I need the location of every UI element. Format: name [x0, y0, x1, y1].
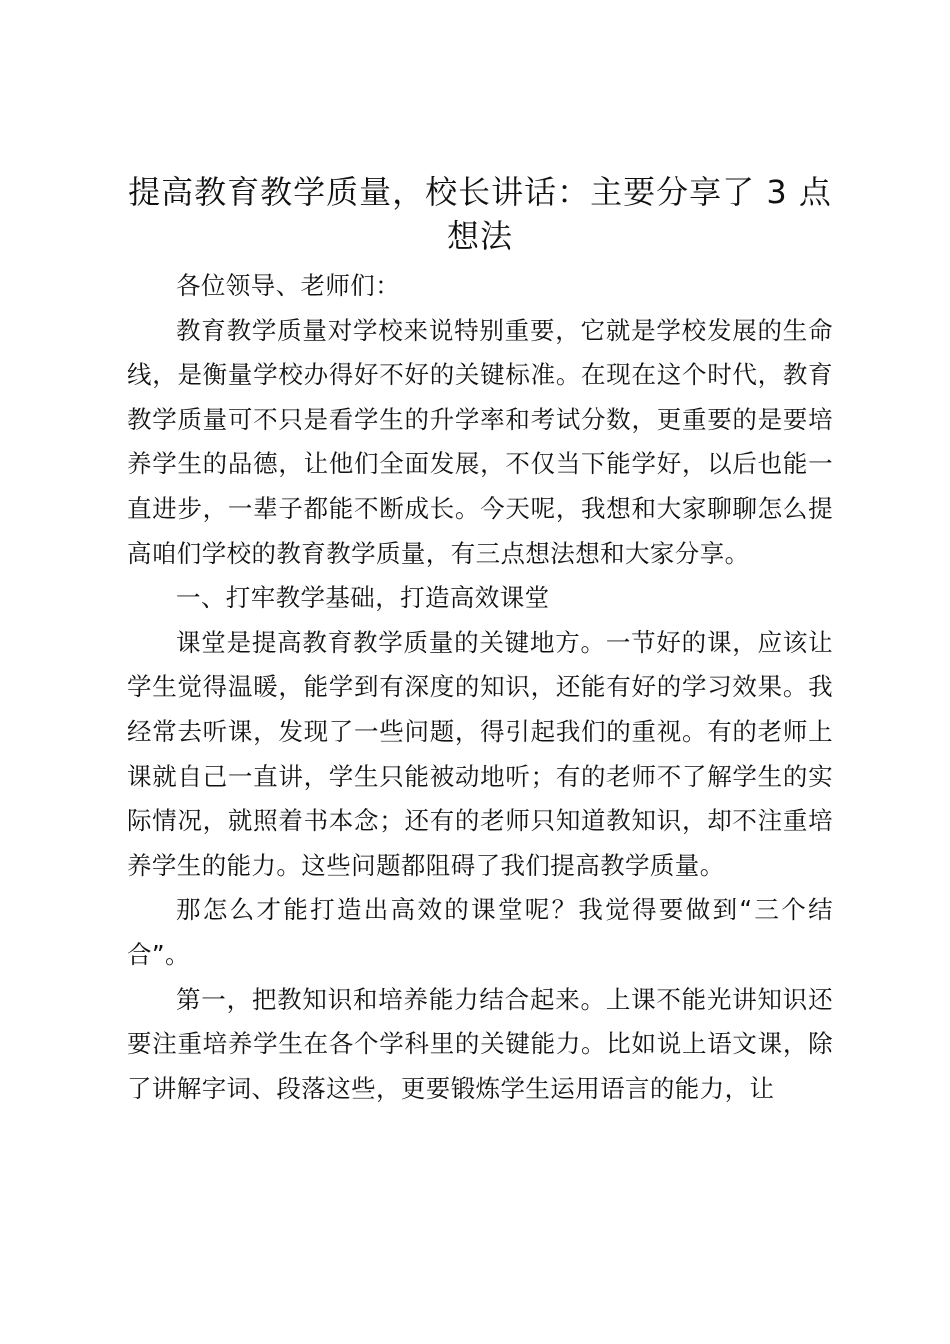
section1-paragraph-3: 第一，把教知识和培养能力结合起来。上课不能光讲知识还要注重培养学生在各个学科里的关键能力。比如说上语文课，除了讲解字词、段落这些，更要锻炼学生运用语言的能力，让	[127, 984, 833, 1103]
salutation: 各位领导、老师们：	[176, 271, 401, 300]
section1-paragraph-1: 课堂是提高教育教学质量的关键地方。一节好的课，应该让学生觉得温暖，能学到有深度的知识，还能有好的学习效果。我经常去听课，发现了一些问题，得引起我们的重视。有的老师上课就自己一直讲，学生只能被动地听；有的老师不了解学生的实际情况，就照着书本念；还有的老师只知道教知识，却不注重培养学生的能力。这些问题都阻碍了我们提高教学质量。	[127, 627, 833, 880]
document-title: 提高教育教学质量，校长讲话：主要分享了 3 点想法	[128, 173, 832, 255]
intro-paragraph: 教育教学质量对学校来说特别重要，它就是学校发展的生命线，是衡量学校办得好不好的关键标准。在现在这个时代，教育教学质量可不只是看学生的升学率和考试分数，更重要的是要培养学生的品德，让他们全面发展，不仅当下能学好，以后也能一直进步，一辈子都能不断成长。今天呢，我想和大家聊聊怎么提高咱们学校的教育教学质量，有三点想法想和大家分享。	[127, 315, 833, 568]
section-heading-1: 一、打牢教学基础，打造高效课堂	[176, 583, 550, 613]
section1-paragraph-2: 那怎么才能打造出高效的课堂呢？我觉得要做到“三个结合”。	[127, 895, 833, 969]
document-page	[127, 170, 833, 1111]
